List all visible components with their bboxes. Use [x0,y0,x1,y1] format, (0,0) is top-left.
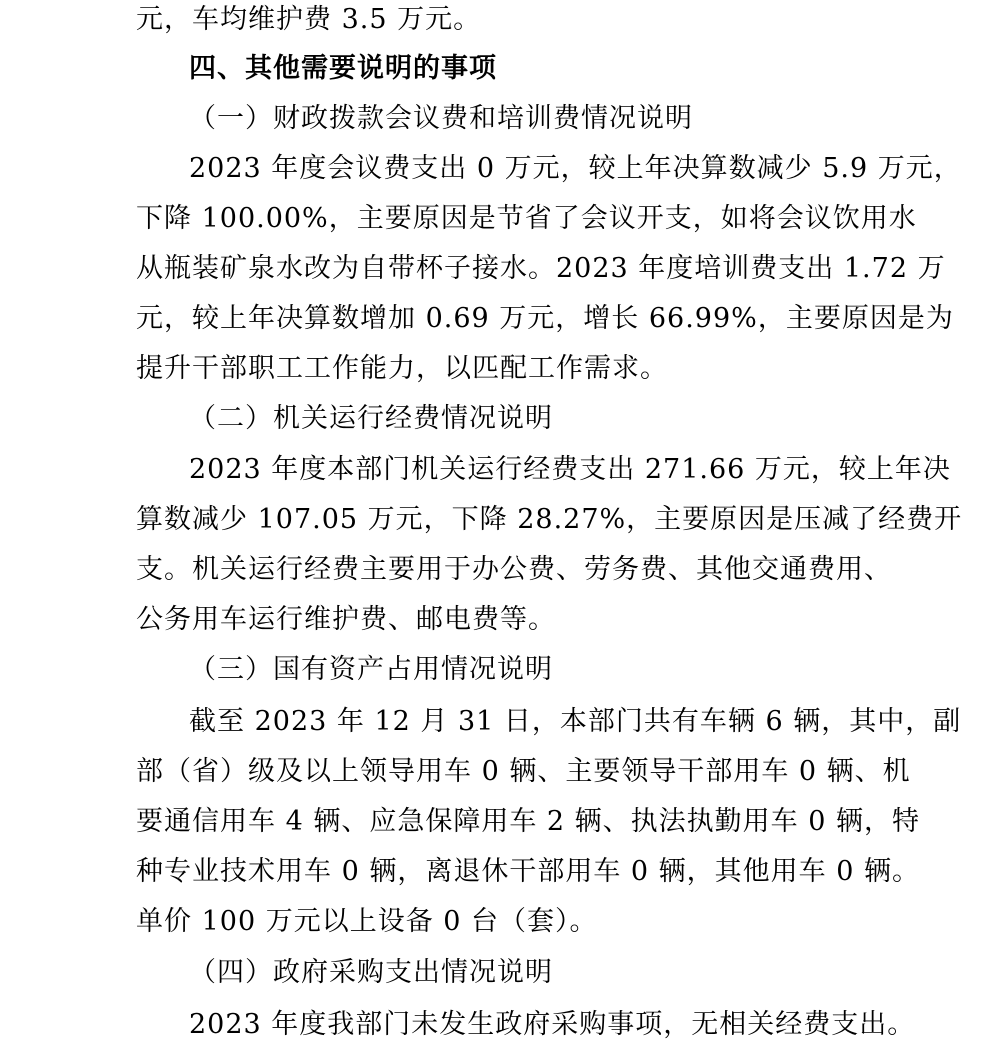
paragraph-line: 要通信用车 4 辆、应急保障用车 2 辆、执法执勤用车 0 辆，特 [136,806,921,837]
paragraph-line: 下降 100.00%，主要原因是节省了会议开支，如将会议饮用水 [136,203,917,234]
paragraph-line: 支。机关运行经费主要用于办公费、劳务费、其他交通费用、 [136,554,892,585]
paragraph-line: 元，较上年决算数增加 0.69 万元，增长 66.99%，主要原因是为 [136,303,954,334]
paragraph-line: 种专业技术用车 0 辆，离退休干部用车 0 辆，其他用车 0 辆。 [136,856,921,887]
paragraph-line: 2023 年度会议费支出 0 万元，较上年决算数减少 5.9 万元， [189,153,962,184]
paragraph-line: 2023 年度本部门机关运行经费支出 271.66 万元，较上年决 [189,454,951,485]
paragraph-line: 从瓶装矿泉水改为自带杯子接水。2023 年度培训费支出 1.72 万 [136,253,946,284]
paragraph-line: 算数减少 107.05 万元，下降 28.27%，主要原因是压减了经费开 [136,504,963,535]
subheading-government-procurement: （四）政府采购支出情况说明 [189,957,553,988]
text-line-continuation: 元，车均维护费 3.5 万元。 [136,4,482,35]
subheading-meeting-training-fees: （一）财政拨款会议费和培训费情况说明 [189,103,693,134]
paragraph-line: 公务用车运行维护费、邮电费等。 [136,604,556,635]
paragraph-line: 截至 2023 年 12 月 31 日，本部门共有车辆 6 辆，其中，副 [189,706,962,737]
paragraph-line: 部（省）级及以上领导用车 0 辆、主要领导干部用车 0 辆、机 [136,756,911,787]
paragraph-line: 2023 年度我部门未发生政府采购事项，无相关经费支出。 [189,1009,916,1040]
subheading-operating-expenses: （二）机关运行经费情况说明 [189,403,553,434]
paragraph-line: 单价 100 万元以上设备 0 台（套）。 [136,906,598,937]
subheading-state-assets: （三）国有资产占用情况说明 [189,654,553,685]
paragraph-line: 提升干部职工工作能力，以匹配工作需求。 [136,353,668,384]
section-heading-other-matters: 四、其他需要说明的事项 [189,53,497,84]
